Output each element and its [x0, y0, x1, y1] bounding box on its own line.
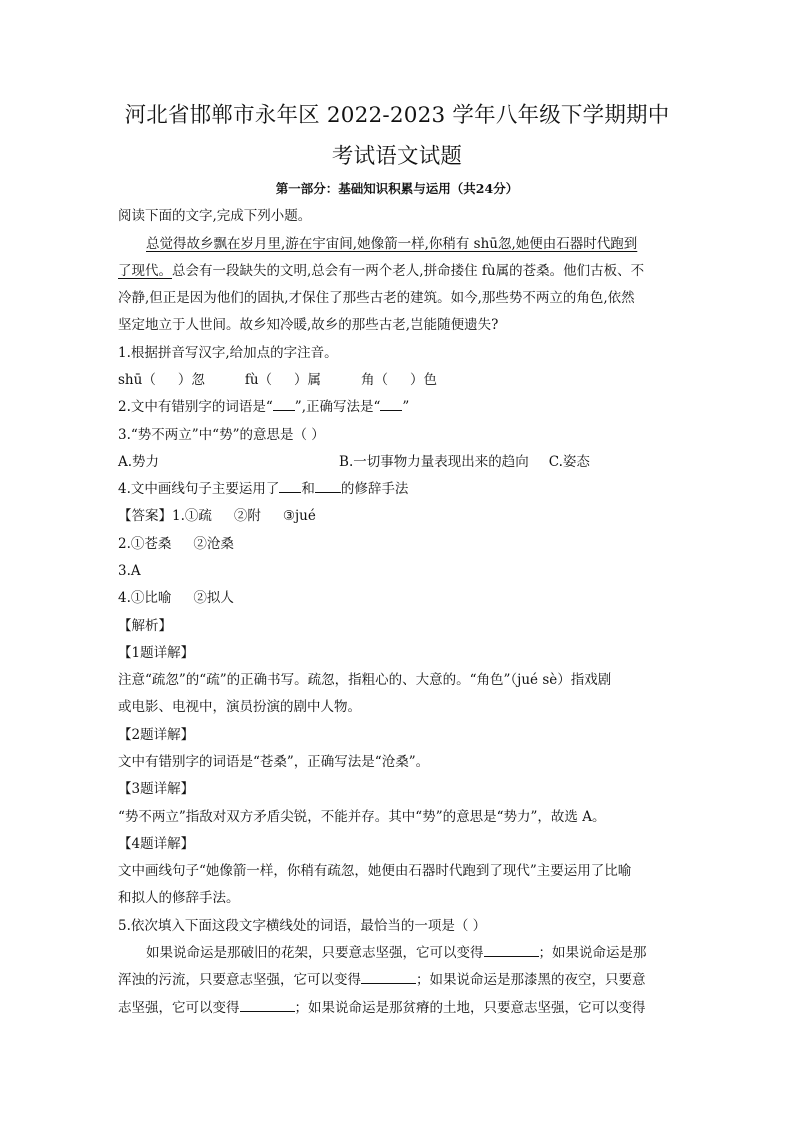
analysis-heading-4: 【4题详解】 [118, 836, 195, 852]
answer-line-1 [118, 507, 316, 525]
q2-text-c: ” [402, 399, 410, 415]
passage-line-4: 坚定地立于人世间。故乡知冷暖,故乡的那些古老,岂能随便遗失? [118, 317, 499, 333]
analysis-text-2: 文中有错别字的词语是“苍桑”，正确写法是“沧桑”。 [118, 754, 430, 770]
q1-blank-a-open: shū（ [118, 372, 156, 388]
question-1-stem: 1.根据拼音写汉字,给加点的字注音。 [118, 345, 338, 361]
analysis-text-1a: 注意“疏忽”的“疏”的正确书写。疏忽，指粗心的、大意的。“角色”（jué sè）指戏剧 [118, 672, 612, 688]
q1-blank-b-open: fù（ [244, 372, 273, 388]
answer-1-c: ③jué [282, 508, 316, 524]
question-1-blanks [118, 371, 437, 389]
passage-text: 总会有一段缺失的文明,总会有一两个老人,拼命搂住 fù属的苍桑。他们古板、不 [172, 263, 645, 279]
page-title-line2: 考试语文试题 [331, 144, 463, 169]
question-2 [118, 398, 409, 416]
q4-text-a: 4.文中画线句子主要运用了 [118, 481, 280, 497]
question-3-options [118, 453, 590, 471]
q3-option-a: A.势力 [118, 454, 160, 470]
passage-line-2 [118, 262, 644, 280]
underlined-sentence-part-2: 了现代。 [118, 263, 172, 279]
question-5-line-1 [146, 944, 647, 962]
analysis-heading-2: 【2题详解】 [118, 727, 195, 743]
answer-2-b: ②沧桑 [193, 536, 234, 552]
question-5-line-3 [118, 999, 646, 1017]
analysis-text-4a: 文中画线句子“她像箭一样，你稍有疏忽，她便由石器时代跑到了现代”主要运用了比喻 [118, 863, 632, 879]
answer-4-a: 4.①比喻 [118, 590, 172, 606]
answer-line-4 [118, 589, 234, 607]
q1-blank-c-close: ）色 [410, 372, 438, 388]
q1-blank-a-close: ）忽 [177, 372, 205, 388]
q5-text-2b: ；如果说命运是那漆黑的夜空，只要意 [416, 972, 646, 988]
q2-blank-2 [380, 398, 402, 411]
answer-line-3: 3.A [118, 563, 141, 579]
section-heading: 第一部分：基础知识积累与运用（共24分） [275, 181, 519, 196]
q5-text-1a: 如果说命运是那破旧的花架，只要意志坚强，它可以变得 [146, 945, 484, 961]
q5-text-1b: ；如果说命运是那 [538, 945, 647, 961]
question-4 [118, 480, 408, 498]
q5-text-2a: 浑浊的污流，只要意志坚强，它可以变得 [118, 972, 361, 988]
q2-text-a: 2.文中有错别字的词语是“ [118, 399, 273, 415]
instruction: 阅读下面的文字,完成下列小题。 [118, 208, 312, 224]
answer-line-2 [118, 535, 234, 553]
passage-line-3: 冷静,但正是因为他们的固执,才保住了那些古老的建筑。如今,那些势不两立的角色,依然 [118, 290, 635, 306]
q3-option-c: C.姿态 [548, 454, 590, 470]
analysis-text-4b: 和拟人的修辞手法。 [118, 890, 240, 906]
q5-blank-3 [240, 999, 295, 1012]
question-5-stem: 5.依次填入下面这段文字横线处的词语，最恰当的一项是（ ） [118, 918, 487, 934]
passage-line-1 [146, 235, 637, 253]
q1-blank-b-close: ）属 [294, 372, 322, 388]
analysis-label: 【解析】 [118, 618, 172, 634]
q1-blank-c-open: 角（ [361, 372, 389, 388]
analysis-heading-3: 【3题详解】 [118, 781, 195, 797]
answer-4-b: ②拟人 [193, 590, 234, 606]
q5-text-3a: 志坚强，它可以变得 [118, 1000, 240, 1016]
question-5-line-2 [118, 971, 646, 989]
answer-1-a: 【答案】1.①疏 [118, 508, 212, 524]
answer-2-a: 2.①苍桑 [118, 536, 172, 552]
q2-text-b: ”,正确写法是“ [294, 399, 381, 415]
q4-blank-2 [315, 480, 341, 493]
underlined-sentence-part-1: 总觉得故乡飘在岁月里,游在宇宙间,她像箭一样,你稍有 shū忽,她便由石器时代跑到 [146, 236, 638, 252]
question-3-stem: 3.“势不两立”中“势”的意思是（ ） [118, 427, 325, 443]
page-title: 河北省邯郸市永年区 2022-2023 学年八年级下学期期中 [124, 103, 670, 128]
analysis-heading-1: 【1题详解】 [118, 645, 195, 661]
q5-blank-1 [484, 944, 539, 957]
q5-blank-2 [361, 971, 416, 984]
q4-blank-1 [279, 480, 301, 493]
q5-text-3b: ；如果说命运是那贫瘠的土地，只要意志坚强，它可以变得 [294, 1000, 646, 1016]
answer-1-b: ②附 [233, 508, 261, 524]
q3-option-b: B.一切事物力量表现出来的趋向 [339, 454, 529, 470]
q2-blank-1 [273, 398, 295, 411]
q4-text-c: 的修辞手法 [340, 481, 409, 497]
q4-text-b: 和 [301, 481, 315, 497]
analysis-text-1b: 或电影、电视中，演员扮演的剧中人物。 [118, 699, 361, 715]
analysis-text-3: “势不两立”指敌对双方矛盾尖锐，不能并存。其中“势”的意思是“势力”，故选 A。 [118, 809, 606, 825]
